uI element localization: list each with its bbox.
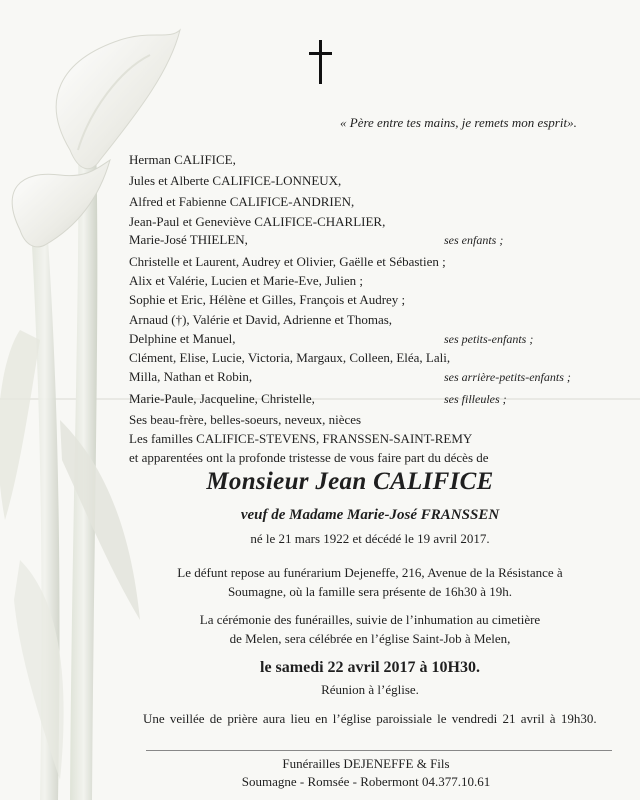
great-grandchildren-relation: ses arrière-petits-enfants ; <box>444 370 571 384</box>
others-line: Les familles CALIFICE-STEVENS, FRANSSEN-SAINT-REMY <box>129 431 473 446</box>
ceremony-line: La cérémonie des funérailles, suivie de l’inhumation au cimetière <box>199 612 541 627</box>
grandchildren-line: Alix et Valérie, Lucien et Marie-Eve, Julien ; <box>129 273 364 288</box>
children-relation: ses enfants ; <box>444 233 504 247</box>
goddaughters-line: Marie-Paule, Jacqueline, Christelle, <box>129 391 315 406</box>
funeral-home-address: Soumagne - Romsée - Robermont 04.377.10.61 <box>241 774 491 789</box>
cross-icon <box>307 40 335 84</box>
goddaughters-relation: ses filleules ; <box>444 392 507 406</box>
children-line: Herman CALIFICE, <box>129 152 236 167</box>
children-line: Alfred et Fabienne CALIFICE-ANDRIEN, <box>129 194 355 209</box>
deceased-block <box>0 468 640 496</box>
children-line: Jules et Alberte CALIFICE-LONNEUX, <box>129 173 342 188</box>
grandchildren-line: Christelle et Laurent, Audrey et Olivier, Gaëlle et Sébastien ; <box>129 254 446 269</box>
ceremony-paragraph <box>120 610 620 648</box>
others-line: et apparentées ont la profonde tristesse de vous faire part du décès de <box>129 450 489 465</box>
others-line: Ses beau-frère, belles-soeurs, neveux, nièces <box>129 412 362 427</box>
great-grandchildren-line: Milla, Nathan et Robin, <box>129 369 253 384</box>
great-grandchildren-line: Clément, Elise, Lucie, Victoria, Margaux, Colleen, Eléa, Lali, <box>129 350 451 365</box>
widow-line: veuf de Madame Marie-José FRANSSEN <box>240 507 500 523</box>
grandchildren-line: Sophie et Eric, Hélène et Gilles, François et Audrey ; <box>129 292 406 307</box>
grandchildren-relation: ses petits-enfants ; <box>444 332 534 346</box>
deceased-name: Monsieur Jean CALIFICE <box>206 468 494 495</box>
children-line: Jean-Paul et Geneviève CALIFICE-CHARLIER, <box>129 214 386 229</box>
grandchildren-line: Arnaud (†), Valérie et David, Adrienne et Thomas, <box>129 312 393 327</box>
footer-divider <box>146 750 612 751</box>
epigraph: « Père entre tes mains, je remets mon esprit». <box>340 115 577 130</box>
birth-death-dates: né le 21 mars 1922 et décédé le 19 avril 2017. <box>250 531 490 546</box>
funeral-home-name: Funérailles DEJENEFFE & Fils <box>282 756 450 771</box>
vigil-line: Une veillée de prière aura lieu en l’église paroissiale le vendredi 21 avril à 19h30. <box>143 711 597 726</box>
children-line: Marie-José THIELEN, <box>129 232 248 247</box>
repose-line: Le défunt repose au funérarium Dejeneffe, 216, Avenue de la Résistance à <box>177 565 563 580</box>
meeting-place: Réunion à l’église. <box>321 682 419 697</box>
repose-paragraph <box>120 563 620 601</box>
funeral-date-time: le samedi 22 avril 2017 à 10H30. <box>260 659 480 676</box>
repose-line: Soumagne, où la famille sera présente de 16h30 à 19h. <box>227 584 513 599</box>
grandchildren-line: Delphine et Manuel, <box>129 331 236 346</box>
ceremony-line: de Melen, sera célébrée en l’église Saint-Job à Melen, <box>229 631 511 646</box>
